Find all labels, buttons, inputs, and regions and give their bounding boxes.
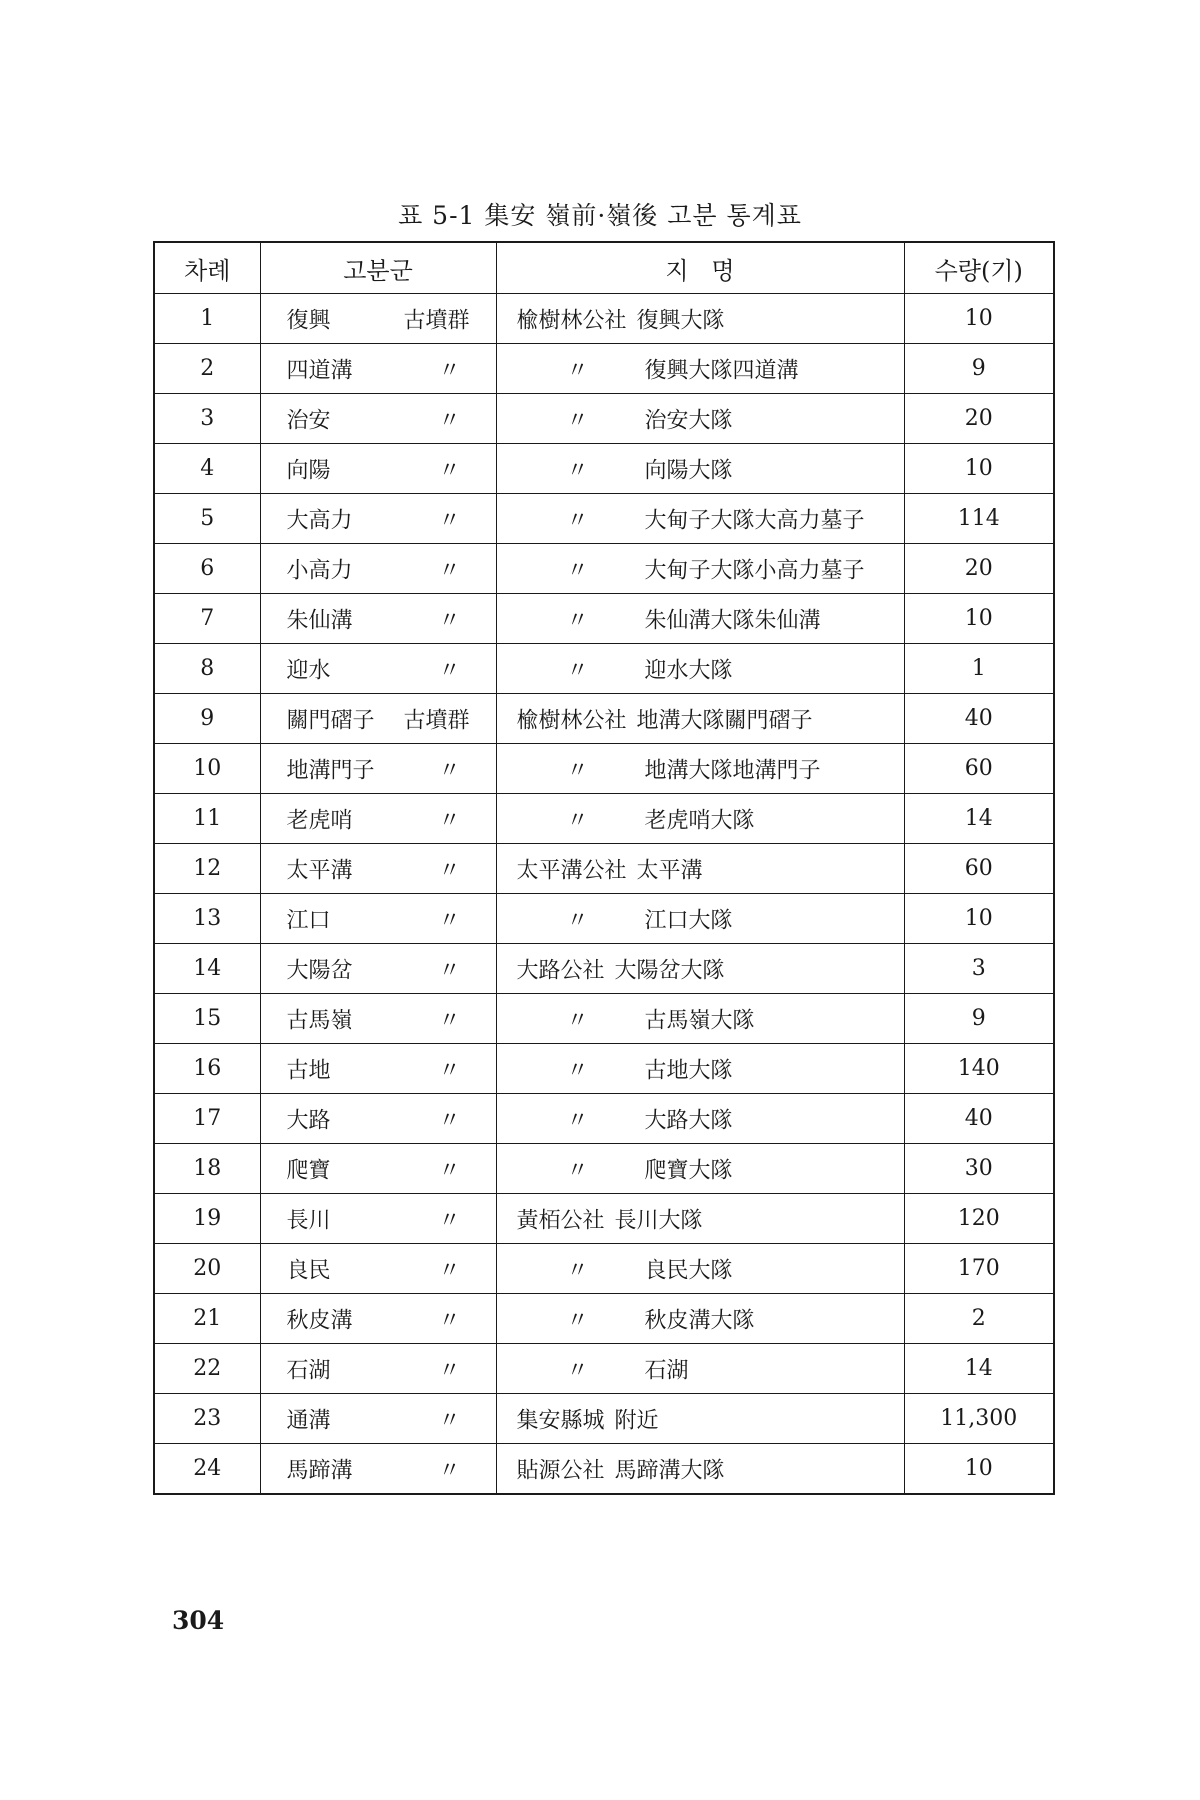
row-number: 22 [154, 1344, 260, 1394]
tomb-group-suffix: 〃 [438, 1008, 461, 1033]
table-row [154, 444, 1054, 494]
place-name-cell [496, 544, 904, 594]
place-name-cell [496, 1094, 904, 1144]
column-header-group: 고분군 [260, 242, 496, 294]
tomb-count: 40 [904, 694, 1054, 744]
brigade-name: 大甸子大隊大高力墓子 [644, 508, 865, 533]
tomb-count: 9 [904, 994, 1054, 1044]
table-row [154, 1094, 1054, 1144]
tomb-statistics-table [153, 241, 1055, 1495]
commune-name: 大路公社 [516, 958, 605, 983]
place-name-cell [496, 644, 904, 694]
tomb-group-name: 太平溝 [286, 858, 353, 883]
tomb-count: 10 [904, 594, 1054, 644]
tomb-count: 140 [904, 1044, 1054, 1094]
tomb-group-name: 爬寶 [286, 1158, 331, 1183]
table-row [154, 1394, 1054, 1444]
tomb-group-name: 四道溝 [286, 358, 353, 383]
tomb-group-suffix: 〃 [438, 508, 461, 533]
place-name-cell [496, 494, 904, 544]
table-row [154, 344, 1054, 394]
row-number: 17 [154, 1094, 260, 1144]
tomb-group-suffix: 古墳群 [403, 708, 470, 733]
table-row [154, 1044, 1054, 1094]
table-row [154, 1444, 1054, 1495]
tomb-count: 10 [904, 444, 1054, 494]
row-number: 13 [154, 894, 260, 944]
place-name-cell [496, 444, 904, 494]
place-name-cell [496, 1044, 904, 1094]
tomb-group-cell [260, 1044, 496, 1094]
row-number: 1 [154, 294, 260, 344]
column-header-no: 차례 [154, 242, 260, 294]
brigade-name: 向陽大隊 [644, 458, 733, 483]
tomb-count: 114 [904, 494, 1054, 544]
commune-name: 〃 [566, 1158, 589, 1183]
brigade-name: 爬寶大隊 [644, 1158, 733, 1183]
row-number: 6 [154, 544, 260, 594]
page-number: 304 [172, 1606, 225, 1635]
tomb-count: 20 [904, 394, 1054, 444]
tomb-group-cell [260, 1294, 496, 1344]
tomb-group-name: 大高力 [286, 508, 353, 533]
row-number: 3 [154, 394, 260, 444]
commune-name: 〃 [566, 1358, 589, 1383]
tomb-group-name: 古地 [286, 1058, 331, 1083]
row-number: 10 [154, 744, 260, 794]
place-name-cell [496, 1194, 904, 1244]
brigade-name: 良民大隊 [644, 1258, 733, 1283]
table-row [154, 1294, 1054, 1344]
tomb-count: 3 [904, 944, 1054, 994]
table-caption: 표 5-1 集安 嶺前·嶺後 고분 통계표 [398, 201, 802, 230]
tomb-group-name: 長川 [286, 1208, 331, 1233]
table-row [154, 1344, 1054, 1394]
tomb-group-cell [260, 1094, 496, 1144]
row-number: 8 [154, 644, 260, 694]
brigade-name: 太平溝 [636, 858, 703, 883]
tomb-count: 170 [904, 1244, 1054, 1294]
brigade-name: 古馬嶺大隊 [644, 1008, 755, 1033]
tomb-count: 9 [904, 344, 1054, 394]
table-row [154, 944, 1054, 994]
tomb-group-name: 治安 [286, 408, 331, 433]
table-row [154, 844, 1054, 894]
table-row [154, 1244, 1054, 1294]
brigade-name: 老虎哨大隊 [644, 808, 755, 833]
tomb-count: 60 [904, 744, 1054, 794]
table-body [154, 294, 1054, 1495]
place-name-cell [496, 294, 904, 344]
brigade-name: 石湖 [644, 1358, 689, 1383]
commune-name: 〃 [566, 908, 589, 933]
tomb-group-suffix: 〃 [438, 408, 461, 433]
place-name-cell [496, 894, 904, 944]
place-name-cell [496, 594, 904, 644]
table-row [154, 1194, 1054, 1244]
tomb-group-cell [260, 1444, 496, 1495]
place-name-cell [496, 1144, 904, 1194]
tomb-count: 40 [904, 1094, 1054, 1144]
table-row [154, 594, 1054, 644]
tomb-group-cell [260, 644, 496, 694]
tomb-group-suffix: 〃 [438, 808, 461, 833]
tomb-group-suffix: 〃 [438, 1158, 461, 1183]
column-header-count: 수량(기) [904, 242, 1054, 294]
brigade-name: 馬蹄溝大隊 [614, 1458, 725, 1483]
commune-name: 〃 [566, 1008, 589, 1033]
tomb-group-suffix: 〃 [438, 908, 461, 933]
tomb-group-suffix: 〃 [438, 608, 461, 633]
commune-name: 〃 [566, 1258, 589, 1283]
brigade-name: 長川大隊 [614, 1208, 703, 1233]
tomb-group-name: 通溝 [286, 1408, 331, 1433]
commune-name: 〃 [566, 1058, 589, 1083]
tomb-group-cell [260, 1194, 496, 1244]
tomb-group-suffix: 〃 [438, 558, 461, 583]
tomb-group-cell [260, 394, 496, 444]
row-number: 15 [154, 994, 260, 1044]
tomb-group-name: 復興 [286, 308, 331, 333]
commune-name: 〃 [566, 658, 589, 683]
tomb-group-cell [260, 594, 496, 644]
tomb-count: 14 [904, 1344, 1054, 1394]
tomb-group-suffix: 〃 [438, 1308, 461, 1333]
table-row [154, 694, 1054, 744]
tomb-count: 2 [904, 1294, 1054, 1344]
table-row [154, 544, 1054, 594]
brigade-name: 朱仙溝大隊朱仙溝 [644, 608, 821, 633]
tomb-group-cell [260, 894, 496, 944]
tomb-count: 14 [904, 794, 1054, 844]
tomb-group-suffix: 〃 [438, 1458, 461, 1483]
tomb-group-cell [260, 1244, 496, 1294]
row-number: 4 [154, 444, 260, 494]
tomb-count: 11,300 [904, 1394, 1054, 1444]
tomb-group-cell [260, 1144, 496, 1194]
tomb-group-name: 小高力 [286, 558, 353, 583]
tomb-group-suffix: 〃 [438, 1108, 461, 1133]
place-name-cell [496, 1244, 904, 1294]
table-row [154, 744, 1054, 794]
commune-name: 楡樹林公社 [516, 708, 627, 733]
tomb-group-name: 老虎哨 [286, 808, 353, 833]
table-row [154, 894, 1054, 944]
tomb-count: 1 [904, 644, 1054, 694]
place-name-cell [496, 694, 904, 744]
row-number: 11 [154, 794, 260, 844]
table-row [154, 994, 1054, 1044]
tomb-group-cell [260, 344, 496, 394]
row-number: 19 [154, 1194, 260, 1244]
row-number: 16 [154, 1044, 260, 1094]
tomb-group-cell [260, 694, 496, 744]
tomb-group-suffix: 〃 [438, 458, 461, 483]
tomb-group-suffix: 〃 [438, 958, 461, 983]
row-number: 20 [154, 1244, 260, 1294]
tomb-group-cell [260, 994, 496, 1044]
place-name-cell [496, 1294, 904, 1344]
tomb-group-name: 關門磖子 [286, 708, 375, 733]
tomb-group-name: 古馬嶺 [286, 1008, 353, 1033]
tomb-count: 10 [904, 894, 1054, 944]
tomb-group-cell [260, 294, 496, 344]
tomb-group-suffix: 〃 [438, 1208, 461, 1233]
place-name-cell [496, 844, 904, 894]
commune-name: 〃 [566, 508, 589, 533]
brigade-name: 大陽岔大隊 [614, 958, 725, 983]
row-number: 12 [154, 844, 260, 894]
brigade-name: 復興大隊四道溝 [644, 358, 799, 383]
place-name-cell [496, 394, 904, 444]
tomb-group-suffix: 〃 [438, 658, 461, 683]
brigade-name: 大甸子大隊小高力墓子 [644, 558, 865, 583]
tomb-group-suffix: 古墳群 [403, 308, 470, 333]
tomb-count: 30 [904, 1144, 1054, 1194]
commune-name: 〃 [566, 608, 589, 633]
tomb-group-cell [260, 494, 496, 544]
tomb-count: 60 [904, 844, 1054, 894]
row-number: 7 [154, 594, 260, 644]
tomb-group-name: 良民 [286, 1258, 331, 1283]
commune-name: 〃 [566, 758, 589, 783]
commune-name: 〃 [566, 358, 589, 383]
tomb-group-suffix: 〃 [438, 1258, 461, 1283]
tomb-group-cell [260, 744, 496, 794]
tomb-group-name: 江口 [286, 908, 331, 933]
tomb-group-name: 大路 [286, 1108, 331, 1133]
tomb-group-suffix: 〃 [438, 758, 461, 783]
tomb-count: 10 [904, 294, 1054, 344]
tomb-group-name: 朱仙溝 [286, 608, 353, 633]
commune-name: 太平溝公社 [516, 858, 627, 883]
place-name-cell [496, 994, 904, 1044]
commune-name: 〃 [566, 408, 589, 433]
tomb-count: 20 [904, 544, 1054, 594]
brigade-name: 大路大隊 [644, 1108, 733, 1133]
row-number: 5 [154, 494, 260, 544]
tomb-group-name: 大陽岔 [286, 958, 353, 983]
column-header-place: 지 명 [496, 242, 904, 294]
tomb-group-cell [260, 844, 496, 894]
row-number: 21 [154, 1294, 260, 1344]
tomb-group-cell [260, 794, 496, 844]
brigade-name: 治安大隊 [644, 408, 733, 433]
place-name-cell [496, 744, 904, 794]
table-row [154, 1144, 1054, 1194]
row-number: 24 [154, 1444, 260, 1495]
tomb-group-cell [260, 1344, 496, 1394]
tomb-group-cell [260, 544, 496, 594]
commune-name: 〃 [566, 808, 589, 833]
brigade-name: 附近 [614, 1408, 659, 1433]
tomb-group-suffix: 〃 [438, 1058, 461, 1083]
place-name-cell [496, 1444, 904, 1495]
tomb-group-suffix: 〃 [438, 858, 461, 883]
tomb-group-name: 向陽 [286, 458, 331, 483]
row-number: 14 [154, 944, 260, 994]
brigade-name: 地溝大隊關門磖子 [636, 708, 813, 733]
place-name-cell [496, 344, 904, 394]
commune-name: 〃 [566, 1308, 589, 1333]
place-name-cell [496, 944, 904, 994]
commune-name: 集安縣城 [516, 1408, 605, 1433]
brigade-name: 地溝大隊地溝門子 [644, 758, 821, 783]
commune-name: 〃 [566, 558, 589, 583]
commune-name: 〃 [566, 458, 589, 483]
brigade-name: 復興大隊 [636, 308, 725, 333]
commune-name: 貼源公社 [516, 1458, 605, 1483]
row-number: 18 [154, 1144, 260, 1194]
tomb-group-suffix: 〃 [438, 358, 461, 383]
tomb-count: 10 [904, 1444, 1054, 1495]
tomb-group-name: 秋皮溝 [286, 1308, 353, 1333]
tomb-group-suffix: 〃 [438, 1358, 461, 1383]
tomb-group-cell [260, 444, 496, 494]
table-row [154, 644, 1054, 694]
brigade-name: 迎水大隊 [644, 658, 733, 683]
place-name-cell [496, 794, 904, 844]
tomb-group-cell [260, 1394, 496, 1444]
commune-name: 黃栢公社 [516, 1208, 605, 1233]
tomb-count: 120 [904, 1194, 1054, 1244]
row-number: 9 [154, 694, 260, 744]
commune-name: 楡樹林公社 [516, 308, 627, 333]
brigade-name: 古地大隊 [644, 1058, 733, 1083]
commune-name: 〃 [566, 1108, 589, 1133]
brigade-name: 秋皮溝大隊 [644, 1308, 755, 1333]
brigade-name: 江口大隊 [644, 908, 733, 933]
table-row [154, 794, 1054, 844]
tomb-group-cell [260, 944, 496, 994]
tomb-group-name: 迎水 [286, 658, 331, 683]
place-name-cell [496, 1344, 904, 1394]
table-row [154, 394, 1054, 444]
table-row [154, 494, 1054, 544]
place-name-cell [496, 1394, 904, 1444]
tomb-group-name: 地溝門子 [286, 758, 375, 783]
tomb-group-name: 石湖 [286, 1358, 331, 1383]
table-header-row [154, 242, 1054, 294]
table-row [154, 294, 1054, 344]
row-number: 2 [154, 344, 260, 394]
tomb-group-name: 馬蹄溝 [286, 1458, 353, 1483]
row-number: 23 [154, 1394, 260, 1444]
tomb-group-suffix: 〃 [438, 1408, 461, 1433]
